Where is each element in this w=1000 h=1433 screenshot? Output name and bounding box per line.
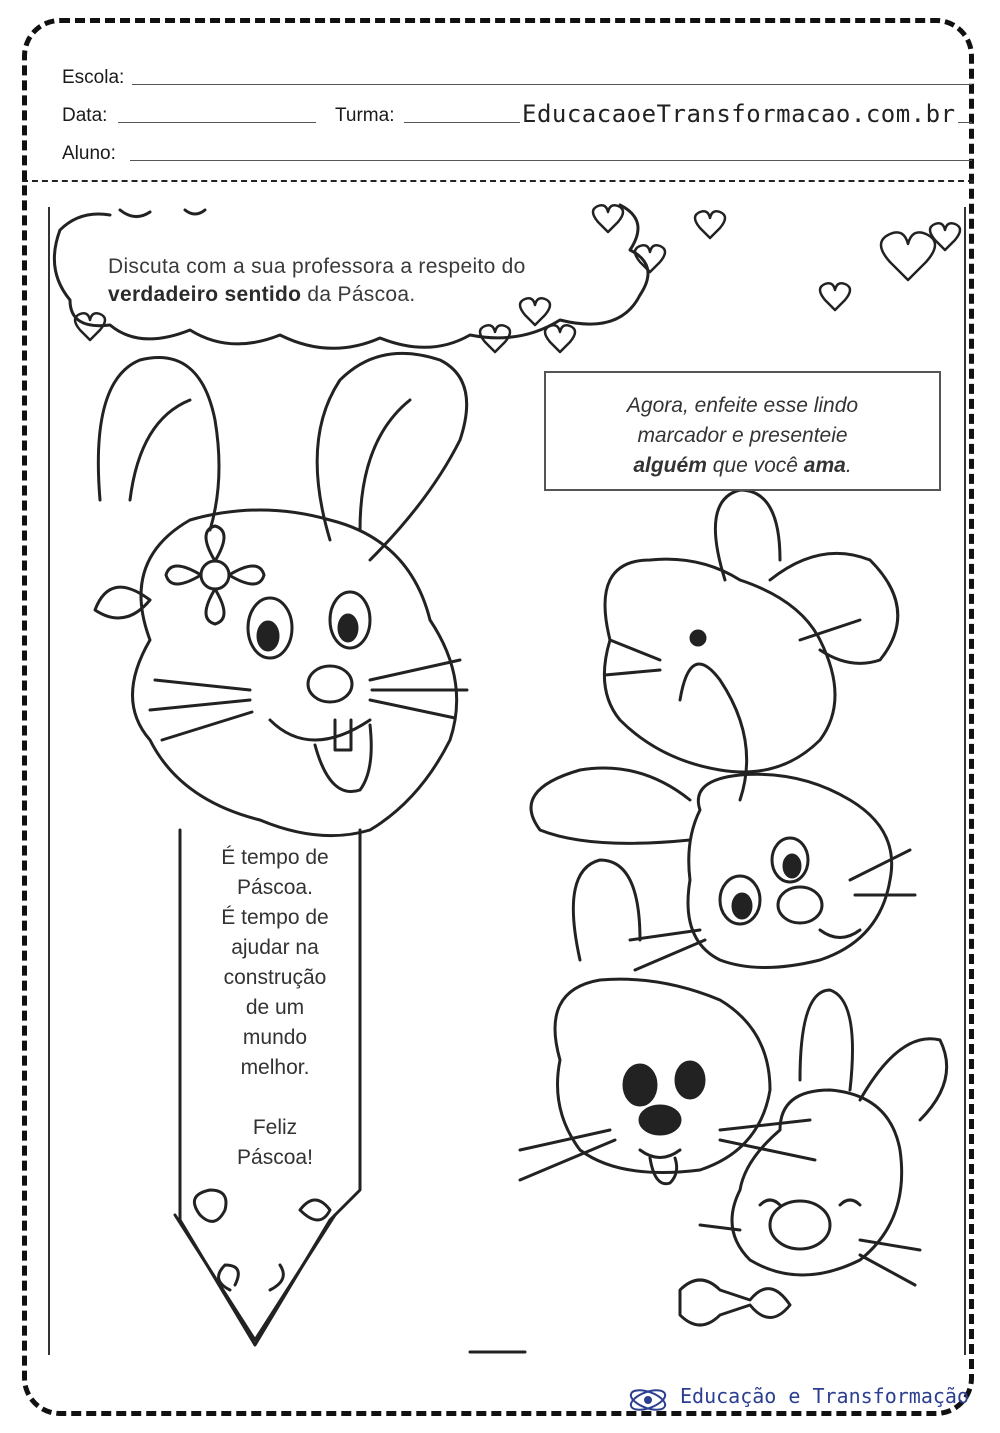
bunny-stack (520, 490, 947, 1325)
box-line-3 (546, 451, 939, 481)
data-label: Data: (62, 105, 108, 126)
aluno-label: Aluno: (62, 143, 116, 164)
bookmark-line: Páscoa. (237, 876, 313, 899)
cloud-line-2 (108, 281, 526, 309)
bookmark-line: construção (223, 966, 327, 989)
footer-logo-icon (628, 1386, 667, 1413)
footer-brand: Educação e Transformação (680, 1384, 969, 1408)
box-line-2: marcador e presenteie (637, 424, 848, 447)
cloud-bold-phrase: verdadeiro sentido (108, 283, 302, 306)
bookmark-line: mundo (242, 1026, 308, 1049)
cloud-line-1: Discuta com a sua professora a respeito do (108, 255, 526, 278)
cloud-line-2-rest: da Páscoa. (301, 283, 416, 306)
bookmark-line: Páscoa! (237, 1146, 313, 1169)
bookmark-line: Feliz (252, 1116, 298, 1139)
bookmark-line: de um (245, 996, 305, 1019)
escola-label: Escola: (62, 67, 125, 88)
bookmark-line: ajudar na (231, 936, 319, 959)
box-line-3-mid: que você (706, 454, 804, 477)
bookmark-line: É tempo de (221, 846, 329, 869)
box-bold-ama: ama (803, 454, 846, 477)
box-line-1: Agora, enfeite esse lindo (626, 394, 859, 417)
instruction-box (544, 371, 941, 491)
box-line-3-end: . (845, 454, 852, 477)
bookmark-line (190, 1083, 360, 1113)
bookmark-message (190, 843, 360, 1173)
turma-label: Turma: (335, 105, 395, 126)
website-watermark: EducacaoeTransformacao.com.br (522, 100, 956, 128)
cloud-instruction (108, 253, 526, 309)
box-bold-alguem: alguém (633, 454, 707, 477)
bookmark-line: É tempo de (221, 906, 329, 929)
bookmark-line: melhor. (240, 1056, 310, 1079)
bookmark-bunny-head (95, 353, 467, 835)
